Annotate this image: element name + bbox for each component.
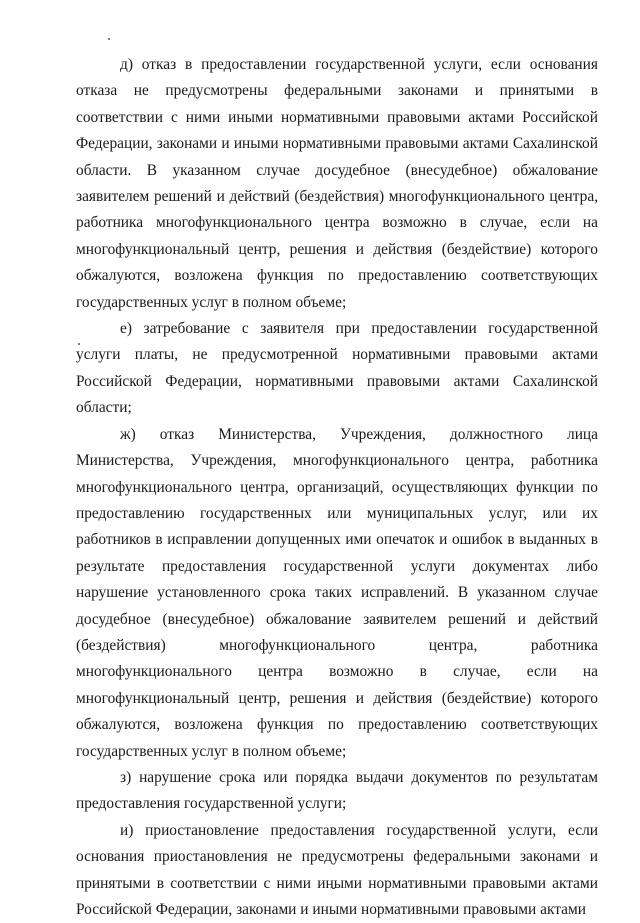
document-body (76, 52, 598, 923)
paragraph-d: д) отказ в предоставлении государственной услуги, если основания отказа не предусмотрены федеральными законами и принятыми в соответствии с ними иными нормативными правовыми актами Российской Федерации, законами и иными нормативными правовыми актами Сахалинской области. В указанном случае досудебное (внесудебное) обжалование заявителем решений и действий (бездействия) многофункционального центра, работника многофункционального центра возможно в случае, если на многофункциональный центр, решения и действия (бездействие) которого обжалуются, возложена функция по предоставлению соответствующих государственных услуг в полном объеме; (76, 56, 598, 311)
paragraph-z: з) нарушение срока или порядка выдачи документов по результатам предоставления государственной услуги; (76, 768, 598, 813)
paragraph-zh: ж) отказ Министерства, Учреждения, должностного лица Министерства, Учреждения, многофункционального центра, работника многофункционального центра, организаций, осуществляющих функции по предоставлению государственных или муниципальных услуг, или их работников в исправлении допущенных ими опечаток и ошибок в выданных в результате предоставления государственной услуги документах либо нарушение установленного срока таких исправлений. В указанном случае досудебное (внесудебное) обжалование заявителем решений и действий (бездействия) многофункционального центра, работника многофункционального центра возможно в случае, если на многофункциональный центр, решения и действия (бездействие) которого обжалуются, возложена функция по предоставлению соответствующих государственных услуг в полном объеме; (76, 425, 598, 760)
paragraph-i: и) приостановление предоставления государственной услуги, если основания приостановления не предусмотрены федеральными законами и принятыми в соответствии с ними иными нормативными правовыми актами Российской Федерации, законами и иными нормативными правовыми актами (76, 821, 598, 918)
paragraph-e: е) затребование с заявителя при предоставлении государственной услуги платы, не предусмотренной нормативными правовыми актами Российской Федерации, нормативными правовыми актами Сахалинской области; (76, 320, 598, 417)
scan-speck (108, 38, 110, 40)
